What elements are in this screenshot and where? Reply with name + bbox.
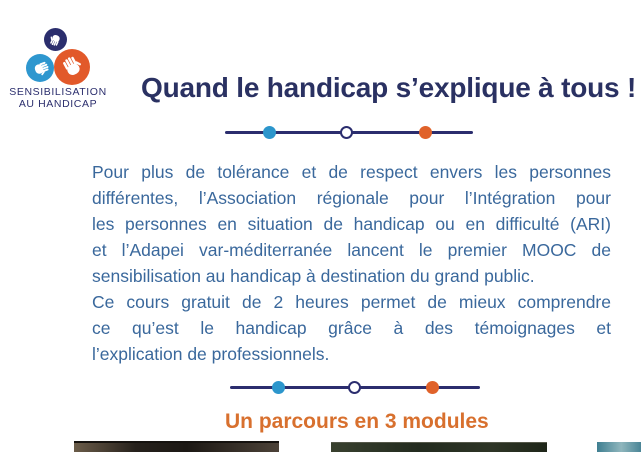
- logo-caption: [2, 86, 114, 110]
- paragraph-line: sensibilisation au handicap à destination du grand public.: [92, 266, 535, 286]
- divider-top: [225, 126, 473, 139]
- paragraph-line: et l’Adapei var-méditerranée lancent le premier MOOC de: [92, 240, 611, 260]
- logo-caption-line2: AU HANDICAP: [18, 98, 98, 110]
- hand-icon: [28, 56, 52, 80]
- page-title: Quand le handicap s’explique à tous !: [141, 72, 637, 103]
- logo-circle-navy: [44, 28, 67, 51]
- modules-subtitle: Un parcours en 3 modules: [225, 410, 489, 433]
- divider-dot-orange: [426, 381, 439, 394]
- paragraph-line: les personnes en situation de handicap ou en difficulté (ARI): [92, 214, 611, 234]
- paragraph-line: ce qu’est le handicap grâce à des témoignages et: [92, 318, 611, 338]
- divider-dot-blue: [263, 126, 276, 139]
- hand-icon: [55, 50, 89, 84]
- hand-icon: [46, 30, 66, 50]
- paragraph-line: Pour plus de tolérance et de respect envers les personnes: [92, 162, 611, 182]
- paragraph-line: Ce cours gratuit de 2 heures permet de mieux comprendre: [92, 292, 611, 312]
- divider-dot-white: [340, 126, 353, 139]
- logo: [0, 0, 120, 120]
- module-photo-2: [331, 442, 547, 452]
- divider-dot-orange: [419, 126, 432, 139]
- intro-paragraph: [92, 159, 611, 367]
- divider-bottom: [230, 381, 480, 394]
- logo-circle-blue: [26, 54, 54, 82]
- logo-circle-orange: [54, 49, 90, 85]
- divider-dot-blue: [272, 381, 285, 394]
- divider-dot-white: [348, 381, 361, 394]
- module-photo-1: [74, 441, 279, 452]
- module-photo-3: [597, 442, 641, 452]
- paragraph-line: l’explication de professionnels.: [92, 344, 330, 364]
- logo-caption-line1: SENSIBILISATION: [9, 86, 107, 98]
- paragraph-line: différentes, l’Association régionale pour l’Intégration pour: [92, 188, 611, 208]
